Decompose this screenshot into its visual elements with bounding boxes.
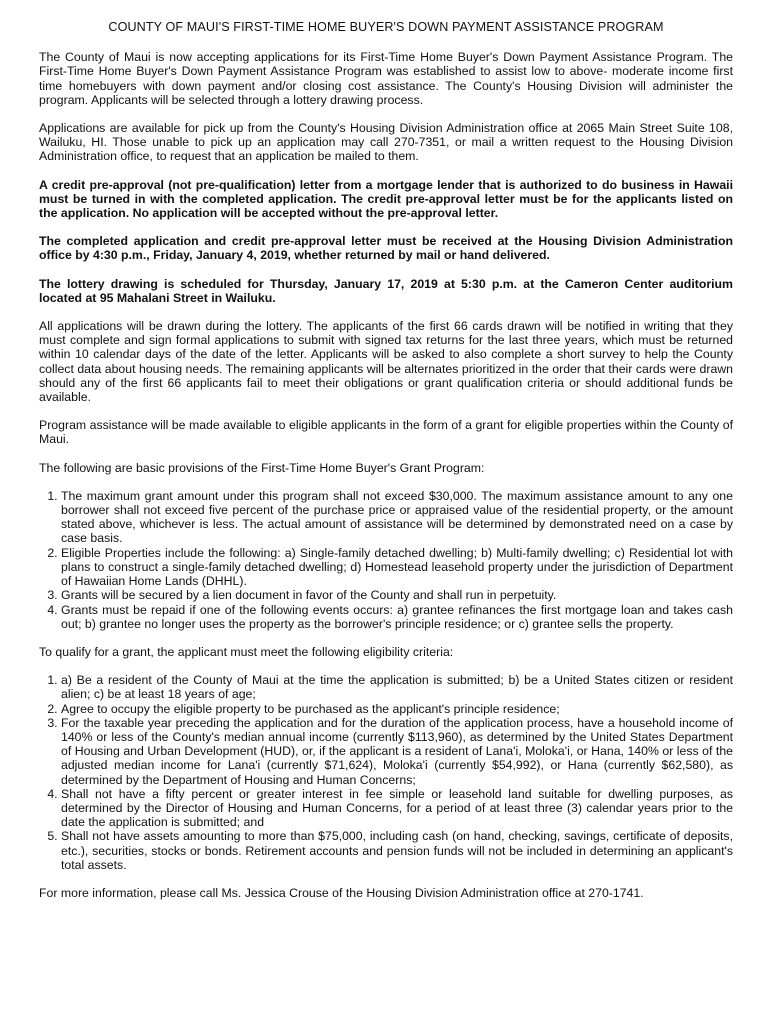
assistance-paragraph: Program assistance will be made available to eligible applicants in the form of a grant for eligible properties within the County of Maui. bbox=[39, 418, 733, 447]
list-item: 1. The maximum grant amount under this program shall not exceed $30,000. The maximum assistance amount to any one borrower shall not exceed five percent of the purchase price or appraised value of the residential property, or the amount stated above, whichever is less. The actual amount of assistance will be determined by demonstrated need on a case by case basis. bbox=[61, 489, 733, 546]
list-item: 4. Shall not have a fifty percent or greater interest in fee simple or leasehold land suitable for dwelling purposes, as determined by the Director of Housing and Human Concerns, for a period of at least three (3) calendar years prior to the date the application is submitted; and bbox=[61, 787, 733, 830]
list-item: 5. Shall not have assets amounting to more than $75,000, including cash (on hand, checking, savings, certificate of deposits, etc.), securities, stocks or bonds. Retirement accounts and pension funds will not be included in determining an applicant's total assets. bbox=[61, 829, 733, 872]
provisions-list bbox=[39, 489, 733, 631]
drawing-paragraph: All applications will be drawn during the lottery. The applicants of the first 66 cards drawn will be notified in writing that they must complete and sign formal applications to submit with signed tax returns for the last three years, which must be returned within 10 calendar days of the date of the letter. Applicants will be asked to also complete a short survey to help the County collect data about housing needs. The remaining applicants will be alternates prioritized in the order that their cards were drawn should any of the first 66 applicants fail to meet their obligations or grant qualification criteria or should additional funds be available. bbox=[39, 319, 733, 405]
list-item: 3. Grants will be secured by a lien document in favor of the County and shall run in perpetuity. bbox=[61, 588, 733, 602]
contact-paragraph: For more information, please call Ms. Jessica Crouse of the Housing Division Administration office at 270-1741. bbox=[39, 885, 644, 900]
eligibility-intro: To qualify for a grant, the applicant must meet the following eligibility criteria: bbox=[39, 644, 454, 659]
list-item: 2. Eligible Properties include the following: a) Single-family detached dwelling; b) Multi-family dwelling; c) Residential lot with plans to construct a single-family detached dwelling; d) Homestead leasehold property under the jurisdiction of Department of Hawaiian Home Lands (DHHL). bbox=[61, 546, 733, 589]
list-item: 2. Agree to occupy the eligible property to be purchased as the applicant's principle residence; bbox=[61, 702, 733, 716]
list-item: 1. a) Be a resident of the County of Maui at the time the application is submitted; b) be a United States citizen or resident alien; c) be at least 18 years of age; bbox=[61, 673, 733, 701]
page-title: COUNTY OF MAUI'S FIRST-TIME HOME BUYER'S DOWN PAYMENT ASSISTANCE PROGRAM bbox=[108, 20, 664, 34]
provisions-intro: The following are basic provisions of the First-Time Home Buyer's Grant Program: bbox=[39, 460, 485, 475]
intro-paragraph: The County of Maui is now accepting applications for its First-Time Home Buyer's Down Payment Assistance Program. The First-Time Home Buyer's Down Payment Assistance Program was established to assist low to above- moderate income first time homebuyers with down payment and/or closing cost assistance. The County's Housing Division will administer the program. Applicants will be selected through a lottery drawing process. bbox=[39, 50, 733, 107]
list-item: 4. Grants must be repaid if one of the following events occurs: a) grantee refinances the first mortgage loan and takes cash out; b) grantee no longer uses the property as the borrower's principle residence; or c) grantee sells the property. bbox=[61, 603, 733, 631]
credit-approval-paragraph: A credit pre-approval (not pre-qualification) letter from a mortgage lender that is authorized to do business in Hawaii must be turned in with the completed application. The credit pre-approval letter must be for the applicants listed on the application. No application will be accepted without the pre-approval letter. bbox=[39, 177, 733, 221]
availability-paragraph: Applications are available for pick up from the County's Housing Division Administration office at 2065 Main Street Suite 108, Wailuku, HI. Those unable to pick up an application may call 270-7351, or mail a written request to the Housing Division Administration office, to request that an application be mailed to them. bbox=[39, 121, 733, 164]
lottery-paragraph: The lottery drawing is scheduled for Thursday, January 17, 2019 at 5:30 p.m. at the Cameron Center auditorium located at 95 Mahalani Street in Wailuku. bbox=[39, 276, 733, 305]
deadline-paragraph: The completed application and credit pre-approval letter must be received at the Housing Division Administration office by 4:30 p.m., Friday, January 4, 2019, whether returned by mail or hand delivered. bbox=[39, 234, 733, 263]
list-item: 3. For the taxable year preceding the application and for the duration of the application process, have a household income of 140% or less of the County's median annual income (currently $113,960), as determined by the United States Department of Housing and Urban Development (HUD), or, if the applicant is a resident of Lana'i, Moloka'i, or Hana, 140% or less of the adjusted median income for Lana'i (currently $71,624), Moloka'i (currently $54,992), or Hana (currently $62,580), as determined by the Department of Housing and Human Concerns; bbox=[61, 716, 733, 787]
eligibility-list bbox=[39, 673, 733, 872]
